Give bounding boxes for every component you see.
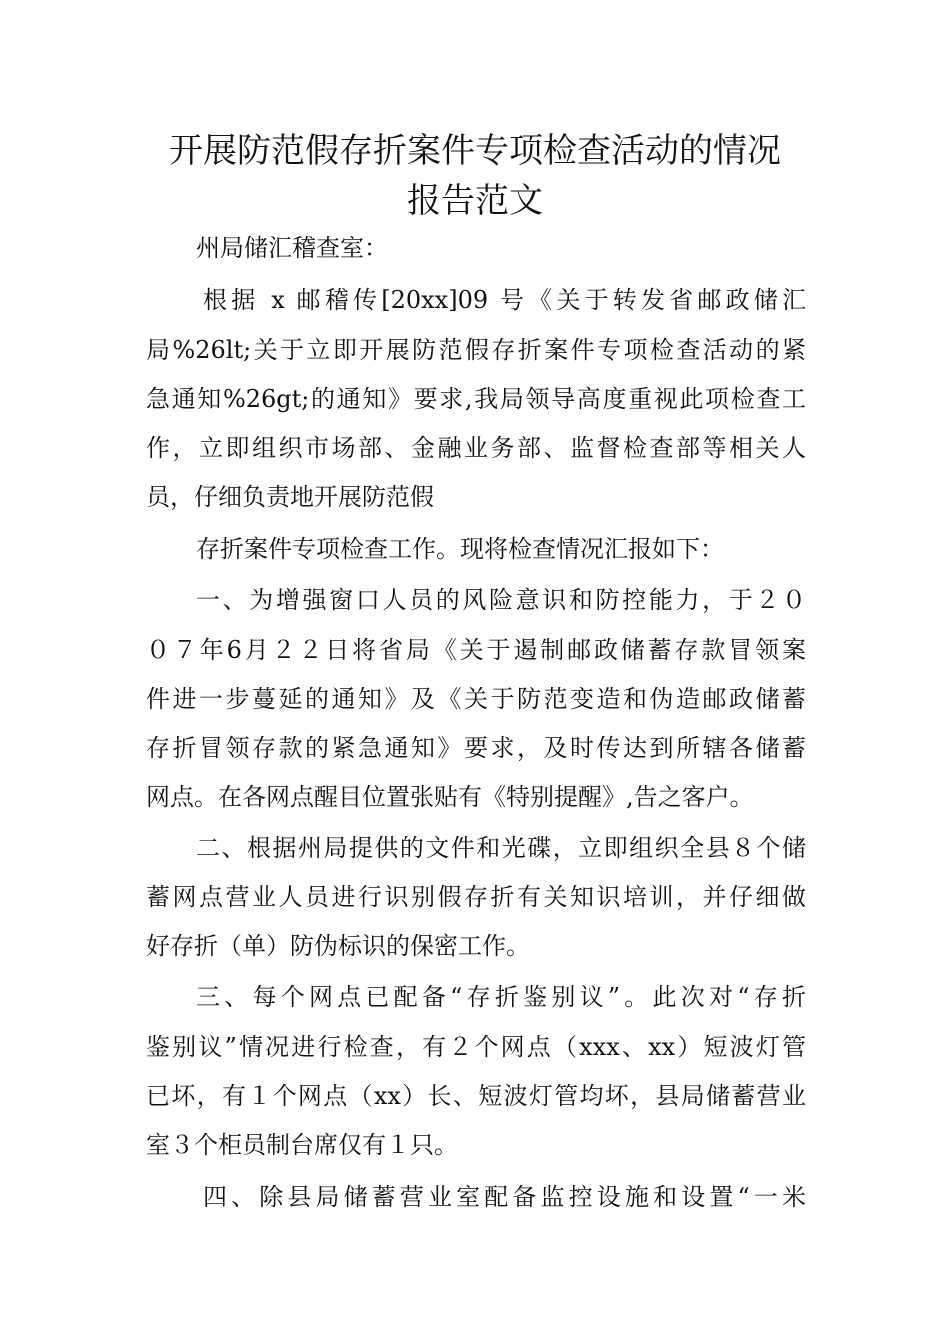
paragraph-line: 好存折（单）防伪标识的保密工作。 [146, 932, 530, 960]
document-title-line-1: 开展防范假存折案件专项检查活动的情况 [169, 131, 781, 171]
paragraph-line: 三、每个网点已配备“存折鉴别议”。此次对“存折 [196, 983, 806, 1011]
paragraph-line: 作，立即组织市场部、金融业务部、监督检查部等相关人 [146, 434, 806, 462]
paragraph-line: 存折冒领存款的紧急通知》要求，及时传达到所辖各储蓄 [146, 734, 806, 762]
paragraph-line: 根据 x 邮稽传[20xx]09 号《关于转发省邮政储汇 [203, 286, 806, 314]
paragraph-line: 员，仔细负责地开展防范假 [146, 483, 434, 511]
paragraph-line: 件进一步蔓延的通知》及《关于防范变造和伪造邮政储蓄 [146, 685, 806, 713]
paragraph-line: 局%26lt;关于立即开展防范假存折案件专项检查活动的紧 [146, 336, 806, 364]
paragraph-line: 四、除县局储蓄营业室配备监控设施和设置“一米 [203, 1183, 806, 1211]
paragraph-line: 网点。在各网点醒目位置张贴有《特别提醒》,告之客户。 [146, 783, 754, 811]
paragraph-line: ０７年6月２２日将省局《关于遏制邮政储蓄存款冒领案 [146, 636, 806, 664]
addressee: 州局储汇稽查室： [196, 234, 388, 262]
document-title-line-2: 报告范文 [407, 181, 543, 221]
paragraph-line: 急通知%26gt;的通知》要求,我局领导高度重视此项检查工 [146, 385, 806, 413]
paragraph-line: 存折案件专项检查工作。现将检查情况汇报如下： [196, 535, 724, 563]
paragraph-line: 室３个柜员制台席仅有１只。 [146, 1131, 458, 1159]
paragraph-line: 二、根据州局提供的文件和光碟，立即组织全县８个储 [196, 834, 806, 862]
paragraph-line: 蓄网点营业人员进行识别假存折有关知识培训，并仔细做 [146, 883, 806, 911]
paragraph-line: 已坏，有１个网点（xx）长、短波灯管均坏，县局储蓄营业 [146, 1082, 806, 1110]
paragraph-line: 一、为增强窗口人员的风险意识和防控能力，于２０ [196, 586, 806, 614]
paragraph-line: 鉴别议”情况进行检查，有２个网点（xxx、xx）短波灯管 [146, 1033, 806, 1061]
